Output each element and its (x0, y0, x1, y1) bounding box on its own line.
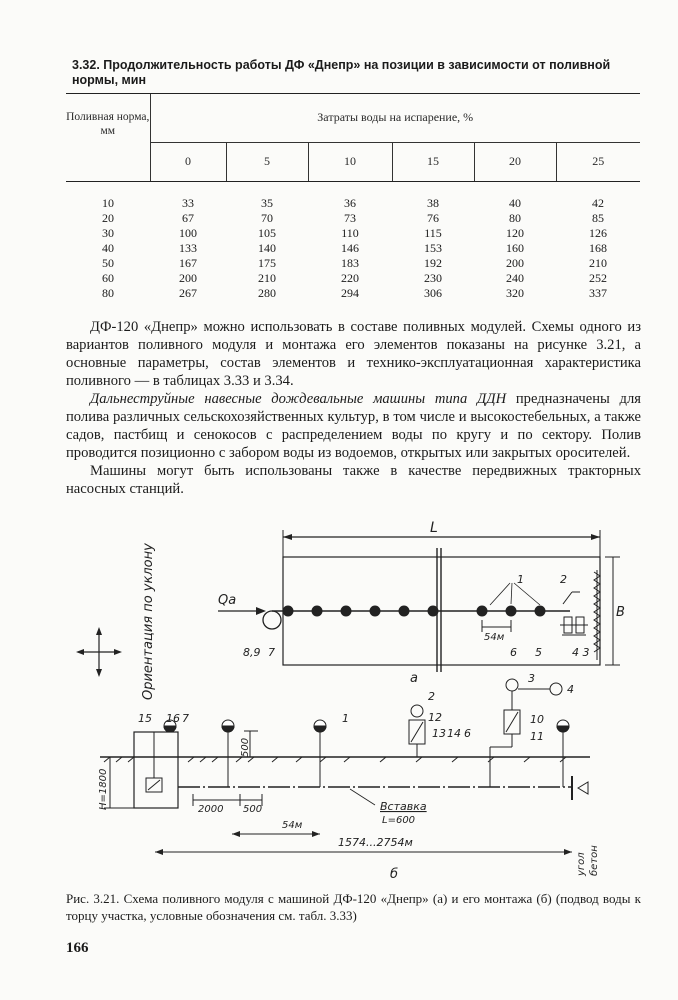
duration-cell: 76 (427, 211, 439, 225)
duration-cell: 105 (258, 226, 276, 240)
orientation-label: Ориентация по уклону (141, 543, 156, 700)
label-12: 12 (428, 711, 442, 724)
duration-cell: 200 (179, 271, 197, 285)
label-7: 7 (268, 646, 275, 659)
duration-cell: 126 (589, 226, 607, 240)
col-header: 10 (308, 142, 392, 181)
label-ugol: угол (576, 852, 587, 876)
label-5: 5 (535, 646, 542, 659)
duration-cell: 100 (179, 226, 197, 240)
norm-cell: 50 (102, 256, 114, 270)
duration-cell: 230 (424, 271, 442, 285)
paragraph-2-rest: предназначены для полива различных сельскохозяйственных культур, в том числе и высокостебельных, а также садов, пастбищ и сенокосов с распределением воды по кругу и по сектору. Полив проводится позиционно с забором воды из водоемов, открытых или закрытых оросителей. (66, 391, 641, 461)
label-L: L (430, 520, 438, 536)
duration-cell: 168 (589, 241, 607, 255)
machine-arm (563, 592, 572, 604)
col-header: 15 (392, 142, 474, 181)
label-b: б (390, 867, 399, 882)
norm-cell: 20 (102, 211, 114, 225)
label-2: 2 (560, 573, 567, 586)
label-11: 11 (530, 730, 544, 743)
label-43: 4 3 (572, 646, 590, 659)
duration-cell: 133 (179, 241, 197, 255)
arrow-right (591, 534, 600, 540)
duration-cell: 200 (506, 256, 524, 270)
duration-cell: 67 (182, 211, 194, 225)
norm-cell: 10 (102, 196, 114, 210)
label-4: 4 (567, 683, 574, 696)
label-54m: 54м (484, 632, 505, 643)
duration-cell: 306 (424, 286, 442, 300)
duration-cell: 33 (182, 196, 194, 210)
label-10: 10 (530, 713, 544, 726)
duration-cell: 294 (341, 286, 359, 300)
duration-cell: 146 (341, 241, 359, 255)
paragraph-1: ДФ-120 «Днепр» можно использовать в составе поливных модулей. Схемы одного из вариантов поливного модуля и монтажа его элементов показаны на рисунке 3.21, а основные параметры, состав элементов и технико-эксплуатационная характеристика поливного — в таблицах 3.33 и 3.34. (66, 319, 641, 389)
label-2000: 2000 (198, 804, 224, 815)
norm-cell: 30 (102, 226, 114, 240)
label-500: 500 (243, 804, 263, 815)
duration-cell: 110 (341, 226, 359, 240)
figure-a (76, 520, 625, 700)
ground-hatch (104, 757, 566, 762)
pump-station-box (134, 732, 178, 808)
duration-cell: 167 (179, 256, 197, 270)
duration-cell: 183 (341, 256, 359, 270)
table-title: 3.32. Продолжительность работы ДФ «Днепр» на позиции в зависимости от поливной нормы, мин (72, 58, 611, 87)
inlet-arrow (256, 607, 266, 615)
duration-cell: 73 (344, 211, 356, 225)
label-a: a (410, 671, 418, 686)
group-header: Затраты воды на испарение, % (150, 94, 640, 142)
duration-cell: 160 (506, 241, 524, 255)
machine-type-italic: Дальнеструйные навесные дождевальные машины типа ДДН (90, 391, 507, 407)
duration-cell: 80 (509, 211, 521, 225)
label-range: 1574...2754м (338, 836, 413, 849)
label-beton: бетон (589, 845, 600, 876)
end-plug (572, 776, 588, 800)
duration-cell: 85 (592, 211, 604, 225)
paragraph-3: Машины могут быть использованы также в качестве передвижных тракторных насосных станций. (66, 463, 641, 497)
duration-cell: 70 (261, 211, 273, 225)
label-16: 16 (166, 712, 180, 725)
figure-caption: Рис. 3.21. Схема поливного модуля с машиной ДФ-120 «Днепр» (а) и его монтажа (б) (подвод воды к торцу участка, условные обозначения см. табл. 3.33) (66, 891, 641, 923)
duration-cell: 140 (258, 241, 276, 255)
label-54m-b: 54м (282, 820, 303, 831)
norm-cell: 40 (102, 241, 114, 255)
machine-on-position (560, 617, 588, 635)
label-7-b: 7 (182, 712, 189, 725)
col-header: 25 (592, 154, 605, 169)
norm-cell: 80 (102, 286, 114, 300)
duration-cell: 120 (506, 226, 524, 240)
arrow-left (283, 534, 292, 540)
machine-b-right (490, 679, 562, 787)
label-vstavka: Вставка (380, 800, 427, 813)
page-number: 166 (66, 940, 89, 956)
duration-cell: 115 (424, 226, 442, 240)
duration-cell: 175 (258, 256, 276, 270)
label-6-b: 6 (464, 727, 471, 740)
label-89: 8,9 (243, 646, 261, 659)
row-header: Поливная норма, мм (66, 94, 150, 181)
label-B: B (616, 605, 625, 620)
sprinkler-strip (594, 570, 600, 660)
duration-cell: 36 (344, 196, 356, 210)
col-header: 20 (474, 142, 556, 181)
col-header: 0 (150, 142, 226, 181)
duration-cell: 210 (258, 271, 276, 285)
label-1-b: 1 (342, 712, 349, 725)
duration-cell: 220 (341, 271, 359, 285)
duration-cell: 38 (427, 196, 439, 210)
duration-cell: 337 (589, 286, 607, 300)
label-h1800: H=1800 (98, 768, 109, 810)
label-14: 14 (447, 727, 461, 740)
duration-cell: 240 (506, 271, 524, 285)
duration-cell: 252 (589, 271, 607, 285)
figure-b (98, 672, 600, 882)
duration-cell: 192 (424, 256, 442, 270)
duration-cell: 210 (589, 256, 607, 270)
label-2-b: 2 (428, 690, 435, 703)
label-1: 1 (517, 573, 524, 586)
col-header: 5 (226, 142, 308, 181)
label-L600: L=600 (382, 815, 416, 826)
label-13: 13 (432, 727, 446, 740)
duration-cell: 280 (258, 286, 276, 300)
duration-cell: 153 (424, 241, 442, 255)
label-Qa: Qa (218, 593, 237, 608)
duration-cell: 35 (261, 196, 273, 210)
label-3: 3 (528, 672, 535, 685)
label-15: 15 (138, 712, 152, 725)
hydrant-risers (164, 720, 569, 787)
label-500v: 500 (240, 737, 251, 757)
norm-cell: 60 (102, 271, 114, 285)
duration-cell: 40 (509, 196, 521, 210)
duration-cell: 267 (179, 286, 197, 300)
pump-circle (263, 611, 281, 629)
compass-cross-icon (76, 627, 122, 677)
label-6: 6 (510, 646, 517, 659)
duration-cell: 42 (592, 196, 604, 210)
duration-cell: 320 (506, 286, 524, 300)
